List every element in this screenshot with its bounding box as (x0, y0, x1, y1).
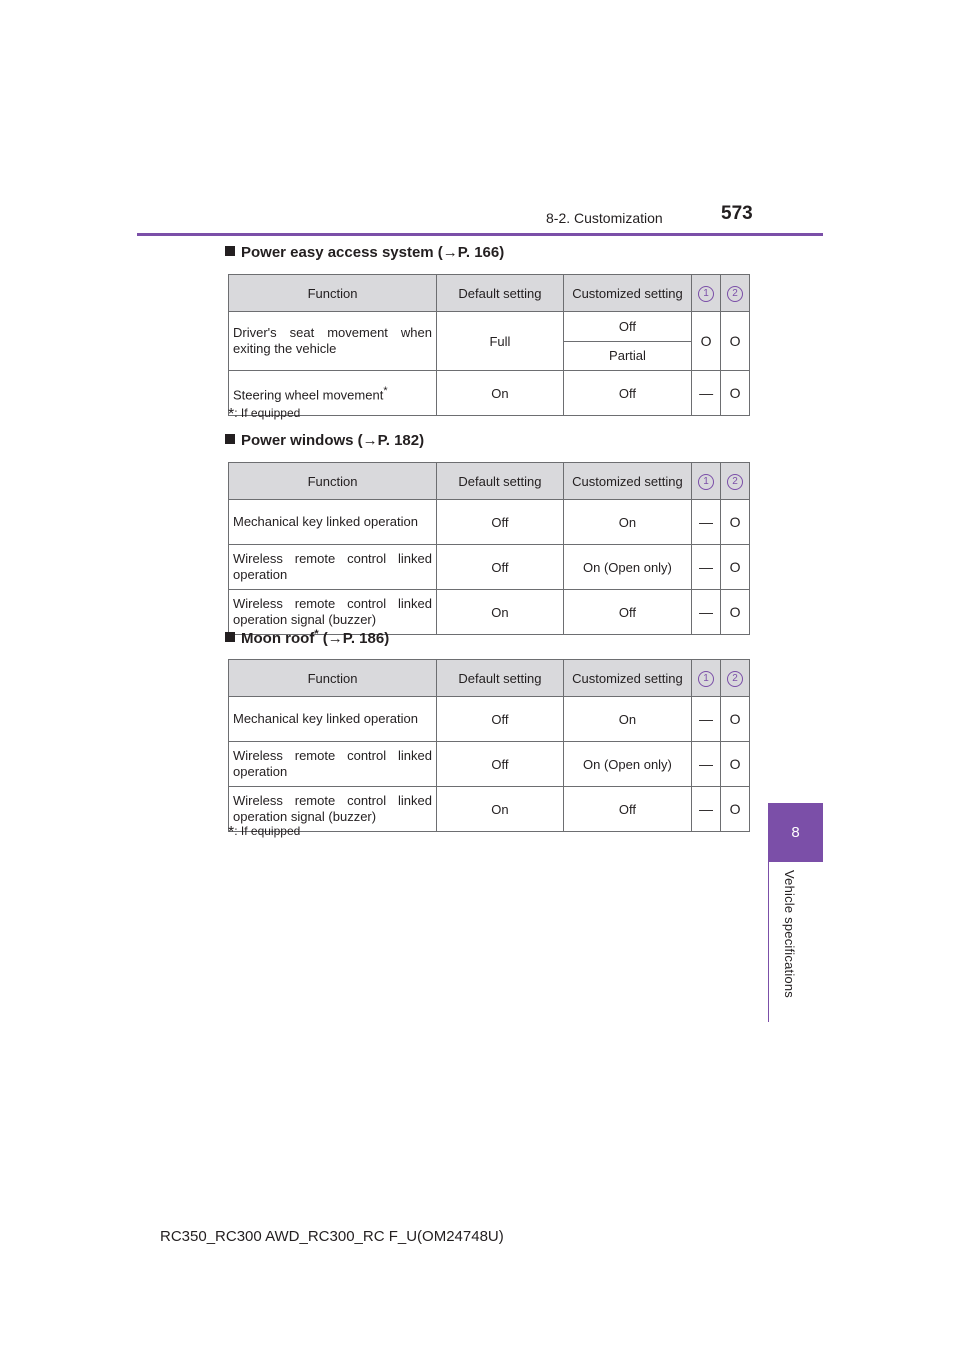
function-cell: Mechanical key linked operation (229, 697, 437, 742)
circled-2-icon: 2 (727, 286, 743, 302)
customized-cell: Off (563, 371, 691, 416)
customized-cell: Off (563, 787, 691, 832)
table-row (229, 371, 750, 416)
customized-cell: On (563, 697, 691, 742)
mark-cell-1: — (692, 545, 721, 590)
customized-cell: On (Open only) (563, 545, 691, 590)
mark-cell-1: — (692, 590, 721, 635)
mark-cell-1: — (692, 371, 721, 416)
power-windows-table (228, 462, 750, 635)
default-cell: On (437, 787, 564, 832)
mark-cell-1: O (692, 312, 721, 371)
circled-1-icon: 1 (698, 286, 714, 302)
default-cell: Full (437, 312, 564, 371)
default-cell: Off (437, 545, 564, 590)
table-row (229, 742, 750, 787)
header-default: Default setting (437, 660, 564, 697)
mark-cell-2: O (721, 312, 750, 371)
mark-cell-2: O (721, 545, 750, 590)
square-bullet-icon (225, 632, 235, 642)
table-header-row (229, 275, 750, 312)
mark-cell-1: — (692, 500, 721, 545)
header-function: Function (229, 275, 437, 312)
circled-2-icon: 2 (727, 474, 743, 490)
section-title-moon-roof: Moon roof* (→P. 186) (225, 628, 389, 647)
document-code: RC350_RC300 AWD_RC300_RC F_U(OM24748U) (160, 1228, 504, 1245)
customized-cell: On (563, 500, 691, 545)
header-customized: Customized setting (563, 463, 691, 500)
mark-cell-2: O (721, 697, 750, 742)
header-function: Function (229, 463, 437, 500)
chapter-number: 8 (791, 824, 800, 841)
mark-cell-2: O (721, 371, 750, 416)
asterisk-mark: * (383, 384, 388, 397)
mark-cell-2: O (721, 787, 750, 832)
function-cell: Wireless remote control linked operation (229, 742, 437, 787)
customized-cell: Partial (563, 341, 691, 371)
default-cell: Off (437, 697, 564, 742)
table-row (229, 697, 750, 742)
default-cell: On (437, 371, 564, 416)
default-cell: On (437, 590, 564, 635)
chapter-tab (768, 803, 823, 862)
footnote: *: If equipped (228, 824, 301, 841)
circled-2-icon: 2 (727, 671, 743, 687)
header-col1 (692, 463, 721, 500)
asterisk-mark: * (314, 628, 319, 640)
header-col2 (721, 275, 750, 312)
customized-cell: Off (563, 312, 691, 342)
power-easy-access-table (228, 274, 750, 416)
mark-cell-2: O (721, 590, 750, 635)
chapter-tab-line (768, 862, 769, 1022)
default-cell: Off (437, 500, 564, 545)
function-cell: Driver's seat movement when exiting the vehicle (229, 312, 437, 371)
asterisk-mark: * (228, 824, 235, 841)
mark-cell-1: — (692, 742, 721, 787)
customized-cell: On (Open only) (563, 742, 691, 787)
footnote: *: If equipped (228, 406, 301, 423)
function-cell: Mechanical key linked operation (229, 500, 437, 545)
mark-cell-1: — (692, 697, 721, 742)
header-divider (137, 233, 823, 236)
asterisk-mark: * (228, 406, 235, 423)
table-header-row (229, 463, 750, 500)
function-cell: Wireless remote control linked operation (229, 545, 437, 590)
customized-cell: Off (563, 590, 691, 635)
header-col1 (692, 275, 721, 312)
table-header-row (229, 660, 750, 697)
section-title-power-windows: Power windows (→P. 182) (225, 432, 424, 449)
square-bullet-icon (225, 434, 235, 444)
header-function: Function (229, 660, 437, 697)
function-cell: Steering wheel movement* (229, 371, 437, 416)
header-customized: Customized setting (563, 660, 691, 697)
mark-cell-1: — (692, 787, 721, 832)
table-row (229, 787, 750, 832)
section-title-power-easy-access: Power easy access system (→P. 166) (225, 244, 504, 261)
mark-cell-2: O (721, 742, 750, 787)
header-customized: Customized setting (563, 275, 691, 312)
circled-1-icon: 1 (698, 474, 714, 490)
table-row (229, 545, 750, 590)
header-col2 (721, 463, 750, 500)
square-bullet-icon (225, 246, 235, 256)
function-cell: Wireless remote control linked operation signal (buzzer) (229, 590, 437, 635)
chapter-label: Vehicle specifications (782, 870, 797, 998)
section-heading: 8-2. Customization (546, 210, 663, 226)
circled-1-icon: 1 (698, 671, 714, 687)
moon-roof-table (228, 659, 750, 832)
table-row (229, 312, 750, 342)
header-col2 (721, 660, 750, 697)
header-default: Default setting (437, 275, 564, 312)
page-number: 573 (721, 203, 753, 224)
mark-cell-2: O (721, 500, 750, 545)
default-cell: Off (437, 742, 564, 787)
header-default: Default setting (437, 463, 564, 500)
table-row (229, 500, 750, 545)
function-cell: Wireless remote control linked operation signal (buzzer) (229, 787, 437, 832)
header-col1 (692, 660, 721, 697)
